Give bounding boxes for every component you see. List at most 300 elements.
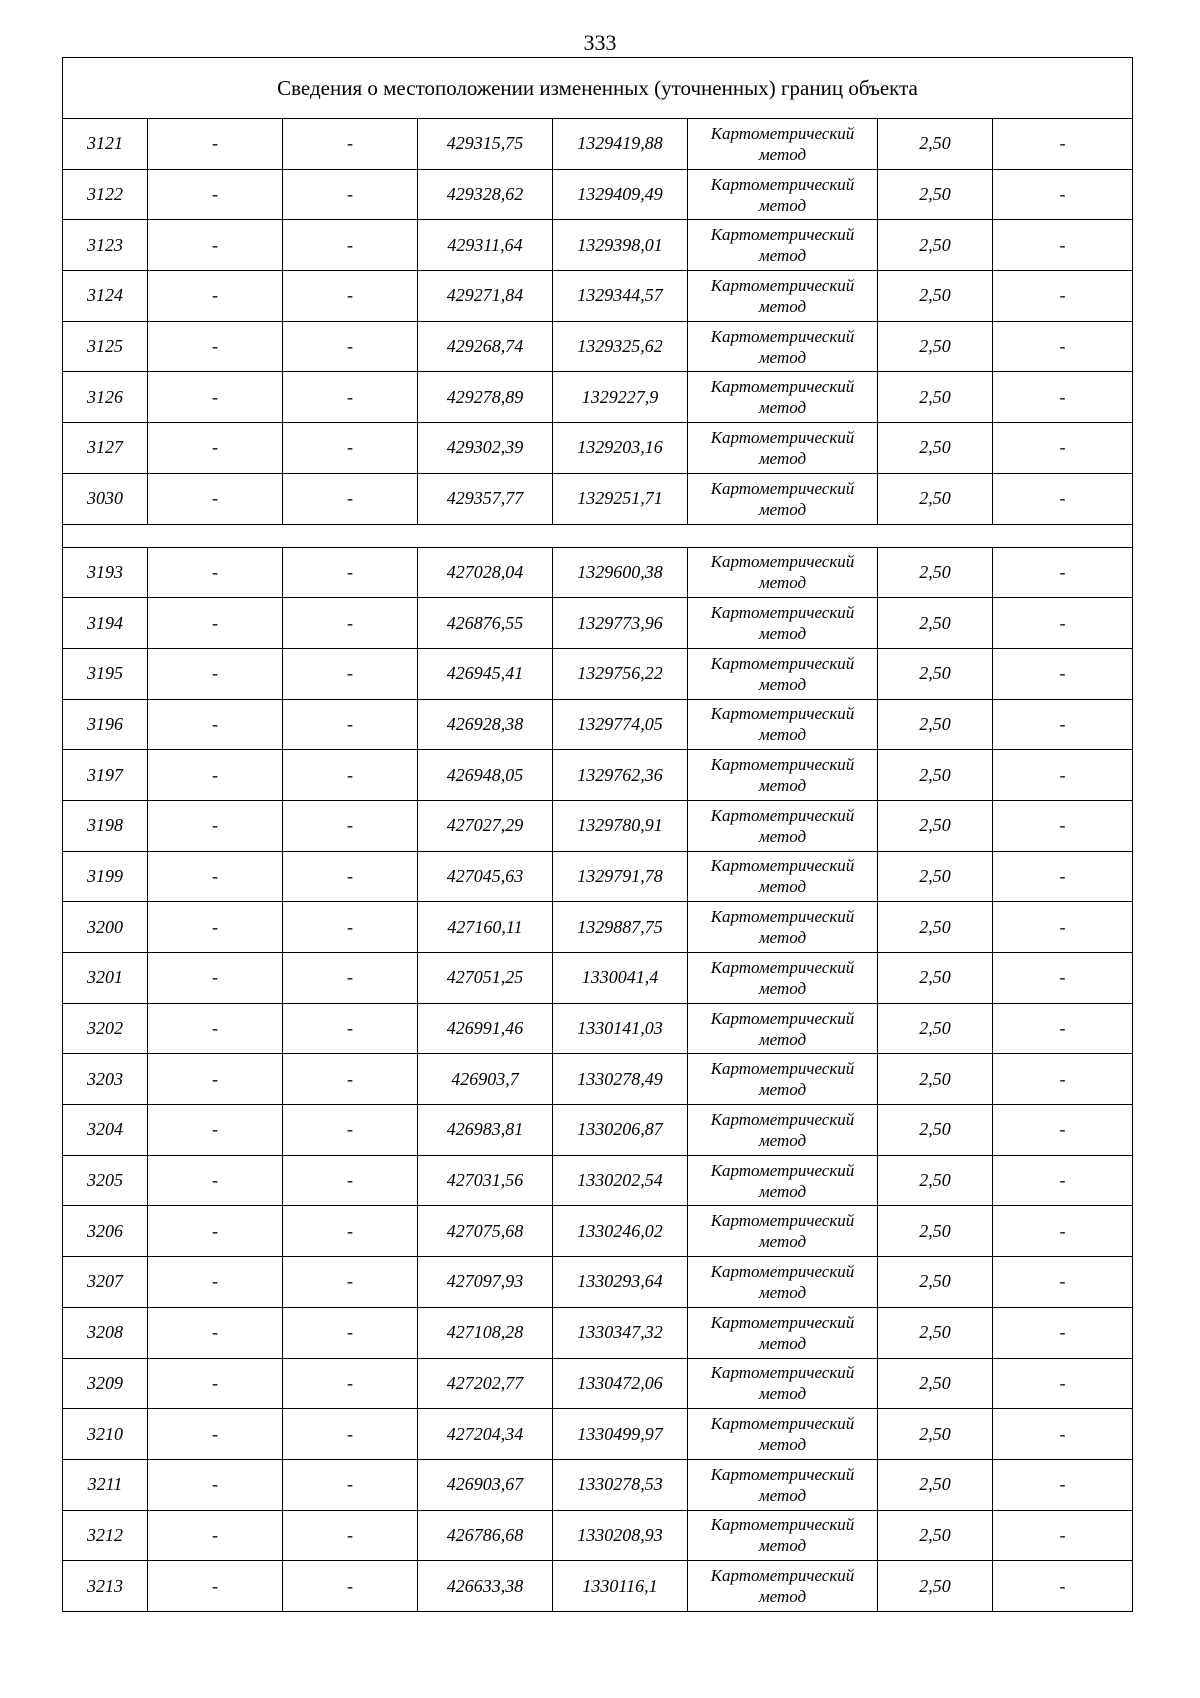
method-cell — [688, 1257, 878, 1308]
point-number-cell: 3198 — [63, 800, 148, 851]
column-2-cell: - — [148, 1054, 283, 1105]
table-row — [63, 271, 1133, 322]
column-3-cell: - — [283, 750, 418, 801]
column-2-cell: - — [148, 1358, 283, 1409]
accuracy-cell: 2,50 — [878, 699, 993, 750]
method-line-1: Картометрический — [710, 377, 855, 397]
point-number-cell: 3030 — [63, 473, 148, 524]
method-line-2: метод — [758, 1232, 807, 1252]
accuracy-cell: 2,50 — [878, 800, 993, 851]
accuracy-cell: 2,50 — [878, 423, 993, 474]
column-2-cell: - — [148, 1459, 283, 1510]
column-9-cell: - — [993, 1561, 1133, 1612]
method-line-1: Картометрический — [710, 174, 855, 194]
y-coordinate-cell: 1330278,53 — [553, 1459, 688, 1510]
column-3-cell: - — [283, 1510, 418, 1561]
method-line-2: метод — [758, 928, 807, 948]
accuracy-cell: 2,50 — [878, 1510, 993, 1561]
point-number-cell: 3201 — [63, 953, 148, 1004]
column-9-cell: - — [993, 1257, 1133, 1308]
column-9-cell: - — [993, 1054, 1133, 1105]
method-cell — [688, 1003, 878, 1054]
method-line-2: метод — [758, 195, 807, 215]
method-line-2: метод — [758, 624, 807, 644]
table-row — [63, 1459, 1133, 1510]
method-line-1: Картометрический — [710, 1160, 855, 1180]
method-cell — [688, 473, 878, 524]
table-row — [63, 547, 1133, 598]
table-title-row — [63, 58, 1133, 119]
method-line-2: метод — [758, 1587, 807, 1607]
method-line-1: Картометрический — [710, 326, 855, 346]
method-cell — [688, 699, 878, 750]
method-cell — [688, 1206, 878, 1257]
column-3-cell: - — [283, 271, 418, 322]
column-2-cell: - — [148, 547, 283, 598]
method-cell — [688, 1054, 878, 1105]
method-cell — [688, 800, 878, 851]
column-2-cell: - — [148, 953, 283, 1004]
method-cell — [688, 1561, 878, 1612]
method-line-1: Картометрический — [710, 1363, 855, 1383]
method-line-2: метод — [758, 1181, 807, 1201]
method-cell — [688, 372, 878, 423]
method-line-2: метод — [758, 978, 807, 998]
accuracy-cell: 2,50 — [878, 1561, 993, 1612]
y-coordinate-cell: 1330347,32 — [553, 1307, 688, 1358]
x-coordinate-cell: 427204,34 — [418, 1409, 553, 1460]
method-line-1: Картометрический — [710, 653, 855, 673]
column-2-cell: - — [148, 851, 283, 902]
column-3-cell: - — [283, 648, 418, 699]
column-9-cell: - — [993, 1003, 1133, 1054]
method-cell — [688, 271, 878, 322]
point-number-cell: 3205 — [63, 1155, 148, 1206]
column-9-cell: - — [993, 423, 1133, 474]
table-row — [63, 321, 1133, 372]
x-coordinate-cell: 426945,41 — [418, 648, 553, 699]
y-coordinate-cell: 1329227,9 — [553, 372, 688, 423]
boundary-coordinates-table — [62, 57, 1133, 1612]
x-coordinate-cell: 426903,7 — [418, 1054, 553, 1105]
method-line-2: метод — [758, 674, 807, 694]
column-3-cell: - — [283, 1358, 418, 1409]
column-9-cell: - — [993, 1155, 1133, 1206]
column-3-cell: - — [283, 1054, 418, 1105]
table-row — [63, 699, 1133, 750]
point-number-cell: 3125 — [63, 321, 148, 372]
column-3-cell: - — [283, 1105, 418, 1156]
accuracy-cell: 2,50 — [878, 1307, 993, 1358]
column-2-cell: - — [148, 473, 283, 524]
method-line-2: метод — [758, 1536, 807, 1556]
column-3-cell: - — [283, 423, 418, 474]
column-9-cell: - — [993, 648, 1133, 699]
accuracy-cell: 2,50 — [878, 473, 993, 524]
table-row — [63, 1358, 1133, 1409]
y-coordinate-cell: 1330202,54 — [553, 1155, 688, 1206]
table-row — [63, 1307, 1133, 1358]
point-number-cell: 3126 — [63, 372, 148, 423]
method-line-2: метод — [758, 296, 807, 316]
table-row — [63, 1155, 1133, 1206]
accuracy-cell: 2,50 — [878, 1105, 993, 1156]
column-3-cell: - — [283, 473, 418, 524]
column-3-cell: - — [283, 1459, 418, 1510]
point-number-cell: 3203 — [63, 1054, 148, 1105]
accuracy-cell: 2,50 — [878, 1358, 993, 1409]
x-coordinate-cell: 429268,74 — [418, 321, 553, 372]
table-row — [63, 372, 1133, 423]
column-2-cell: - — [148, 699, 283, 750]
column-9-cell: - — [993, 372, 1133, 423]
method-line-2: метод — [758, 1029, 807, 1049]
y-coordinate-cell: 1330246,02 — [553, 1206, 688, 1257]
x-coordinate-cell: 429278,89 — [418, 372, 553, 423]
accuracy-cell: 2,50 — [878, 321, 993, 372]
column-3-cell: - — [283, 902, 418, 953]
table-row — [63, 1561, 1133, 1612]
method-line-1: Картометрический — [710, 957, 855, 977]
method-line-2: метод — [758, 398, 807, 418]
accuracy-cell: 2,50 — [878, 1257, 993, 1308]
method-line-1: Картометрический — [710, 552, 855, 572]
column-2-cell: - — [148, 119, 283, 170]
table-row — [63, 220, 1133, 271]
method-line-2: метод — [758, 499, 807, 519]
page-number: 333 — [583, 30, 617, 55]
method-line-2: метод — [758, 246, 807, 266]
x-coordinate-cell: 426928,38 — [418, 699, 553, 750]
table-row — [63, 851, 1133, 902]
column-3-cell: - — [283, 547, 418, 598]
y-coordinate-cell: 1329325,62 — [553, 321, 688, 372]
column-3-cell: - — [283, 699, 418, 750]
table-body — [63, 58, 1133, 1612]
column-3-cell: - — [283, 119, 418, 170]
column-2-cell: - — [148, 1003, 283, 1054]
accuracy-cell: 2,50 — [878, 169, 993, 220]
accuracy-cell: 2,50 — [878, 1155, 993, 1206]
method-cell — [688, 423, 878, 474]
x-coordinate-cell: 426991,46 — [418, 1003, 553, 1054]
method-cell — [688, 1409, 878, 1460]
method-line-1: Картометрический — [710, 1414, 855, 1434]
column-2-cell: - — [148, 169, 283, 220]
column-2-cell: - — [148, 372, 283, 423]
group-separator-cell — [63, 524, 1133, 547]
method-cell — [688, 119, 878, 170]
column-2-cell: - — [148, 648, 283, 699]
y-coordinate-cell: 1329780,91 — [553, 800, 688, 851]
x-coordinate-cell: 429271,84 — [418, 271, 553, 322]
method-line-2: метод — [758, 1485, 807, 1505]
column-3-cell: - — [283, 169, 418, 220]
method-line-2: метод — [758, 347, 807, 367]
table-row — [63, 169, 1133, 220]
table-title: Сведения о местоположении измененных (уточненных) границ объекта — [63, 58, 1133, 119]
x-coordinate-cell: 427202,77 — [418, 1358, 553, 1409]
method-line-1: Картометрический — [710, 856, 855, 876]
x-coordinate-cell: 426786,68 — [418, 1510, 553, 1561]
x-coordinate-cell: 429315,75 — [418, 119, 553, 170]
y-coordinate-cell: 1329773,96 — [553, 598, 688, 649]
accuracy-cell: 2,50 — [878, 1054, 993, 1105]
method-line-1: Картометрический — [710, 275, 855, 295]
method-line-1: Картометрический — [710, 1566, 855, 1586]
column-3-cell: - — [283, 1257, 418, 1308]
y-coordinate-cell: 1329762,36 — [553, 750, 688, 801]
method-line-1: Картометрический — [710, 1211, 855, 1231]
x-coordinate-cell: 426903,67 — [418, 1459, 553, 1510]
method-cell — [688, 1155, 878, 1206]
method-cell — [688, 321, 878, 372]
x-coordinate-cell: 427097,93 — [418, 1257, 553, 1308]
column-3-cell: - — [283, 953, 418, 1004]
column-2-cell: - — [148, 220, 283, 271]
point-number-cell: 3211 — [63, 1459, 148, 1510]
method-line-1: Картометрический — [710, 123, 855, 143]
method-line-1: Картометрический — [710, 1109, 855, 1129]
y-coordinate-cell: 1330206,87 — [553, 1105, 688, 1156]
method-cell — [688, 598, 878, 649]
column-2-cell: - — [148, 1257, 283, 1308]
y-coordinate-cell: 1329251,71 — [553, 473, 688, 524]
table-row — [63, 1206, 1133, 1257]
accuracy-cell: 2,50 — [878, 851, 993, 902]
method-line-1: Картометрический — [710, 805, 855, 825]
column-3-cell: - — [283, 1155, 418, 1206]
column-9-cell: - — [993, 902, 1133, 953]
table-row — [63, 598, 1133, 649]
method-line-2: метод — [758, 776, 807, 796]
x-coordinate-cell: 427160,11 — [418, 902, 553, 953]
y-coordinate-cell: 1329887,75 — [553, 902, 688, 953]
x-coordinate-cell: 427051,25 — [418, 953, 553, 1004]
column-2-cell: - — [148, 1510, 283, 1561]
column-9-cell: - — [993, 1409, 1133, 1460]
x-coordinate-cell: 427031,56 — [418, 1155, 553, 1206]
y-coordinate-cell: 1329791,78 — [553, 851, 688, 902]
table-row — [63, 953, 1133, 1004]
method-cell — [688, 648, 878, 699]
y-coordinate-cell: 1329409,49 — [553, 169, 688, 220]
method-line-2: метод — [758, 573, 807, 593]
column-2-cell: - — [148, 902, 283, 953]
y-coordinate-cell: 1329203,16 — [553, 423, 688, 474]
method-line-1: Картометрический — [710, 427, 855, 447]
point-number-cell: 3199 — [63, 851, 148, 902]
column-2-cell: - — [148, 750, 283, 801]
table-row — [63, 119, 1133, 170]
accuracy-cell: 2,50 — [878, 1459, 993, 1510]
point-number-cell: 3123 — [63, 220, 148, 271]
table-row — [63, 648, 1133, 699]
y-coordinate-cell: 1329774,05 — [553, 699, 688, 750]
y-coordinate-cell: 1330499,97 — [553, 1409, 688, 1460]
accuracy-cell: 2,50 — [878, 271, 993, 322]
column-2-cell: - — [148, 321, 283, 372]
column-9-cell: - — [993, 750, 1133, 801]
x-coordinate-cell: 427027,29 — [418, 800, 553, 851]
column-3-cell: - — [283, 321, 418, 372]
column-9-cell: - — [993, 1307, 1133, 1358]
column-9-cell: - — [993, 321, 1133, 372]
point-number-cell: 3124 — [63, 271, 148, 322]
column-3-cell: - — [283, 598, 418, 649]
method-line-1: Картометрический — [710, 1312, 855, 1332]
group-separator-row — [63, 524, 1133, 547]
y-coordinate-cell: 1329756,22 — [553, 648, 688, 699]
column-9-cell: - — [993, 220, 1133, 271]
column-9-cell: - — [993, 598, 1133, 649]
y-coordinate-cell: 1329398,01 — [553, 220, 688, 271]
method-cell — [688, 750, 878, 801]
point-number-cell: 3202 — [63, 1003, 148, 1054]
point-number-cell: 3204 — [63, 1105, 148, 1156]
point-number-cell: 3206 — [63, 1206, 148, 1257]
y-coordinate-cell: 1330041,4 — [553, 953, 688, 1004]
x-coordinate-cell: 426948,05 — [418, 750, 553, 801]
y-coordinate-cell: 1330472,06 — [553, 1358, 688, 1409]
column-9-cell: - — [993, 1206, 1133, 1257]
method-line-1: Картометрический — [710, 704, 855, 724]
accuracy-cell: 2,50 — [878, 953, 993, 1004]
point-number-cell: 3209 — [63, 1358, 148, 1409]
x-coordinate-cell: 429311,64 — [418, 220, 553, 271]
column-9-cell: - — [993, 800, 1133, 851]
column-9-cell: - — [993, 119, 1133, 170]
accuracy-cell: 2,50 — [878, 372, 993, 423]
column-2-cell: - — [148, 1155, 283, 1206]
method-line-2: метод — [758, 1384, 807, 1404]
table-row — [63, 1054, 1133, 1105]
method-line-2: метод — [758, 144, 807, 164]
column-3-cell: - — [283, 1003, 418, 1054]
method-line-1: Картометрический — [710, 1261, 855, 1281]
method-cell — [688, 547, 878, 598]
y-coordinate-cell: 1330141,03 — [553, 1003, 688, 1054]
y-coordinate-cell: 1329600,38 — [553, 547, 688, 598]
table-row — [63, 902, 1133, 953]
column-9-cell: - — [993, 1510, 1133, 1561]
method-line-1: Картометрический — [710, 603, 855, 623]
column-9-cell: - — [993, 699, 1133, 750]
y-coordinate-cell: 1329344,57 — [553, 271, 688, 322]
accuracy-cell: 2,50 — [878, 598, 993, 649]
point-number-cell: 3200 — [63, 902, 148, 953]
table-row — [63, 1257, 1133, 1308]
column-9-cell: - — [993, 169, 1133, 220]
method-cell — [688, 1105, 878, 1156]
point-number-cell: 3212 — [63, 1510, 148, 1561]
table-row — [63, 473, 1133, 524]
accuracy-cell: 2,50 — [878, 902, 993, 953]
method-line-2: метод — [758, 826, 807, 846]
point-number-cell: 3193 — [63, 547, 148, 598]
x-coordinate-cell: 427075,68 — [418, 1206, 553, 1257]
point-number-cell: 3127 — [63, 423, 148, 474]
x-coordinate-cell: 426633,38 — [418, 1561, 553, 1612]
method-line-1: Картометрический — [710, 1059, 855, 1079]
column-2-cell: - — [148, 800, 283, 851]
column-2-cell: - — [148, 271, 283, 322]
table-row — [63, 423, 1133, 474]
method-line-2: метод — [758, 1333, 807, 1353]
method-line-2: метод — [758, 1080, 807, 1100]
x-coordinate-cell: 429302,39 — [418, 423, 553, 474]
column-3-cell: - — [283, 372, 418, 423]
method-cell — [688, 1307, 878, 1358]
method-line-1: Картометрический — [710, 755, 855, 775]
x-coordinate-cell: 427108,28 — [418, 1307, 553, 1358]
method-line-1: Картометрический — [710, 1008, 855, 1028]
method-line-1: Картометрический — [710, 225, 855, 245]
column-3-cell: - — [283, 220, 418, 271]
column-2-cell: - — [148, 598, 283, 649]
table-row — [63, 1510, 1133, 1561]
method-line-2: метод — [758, 1435, 807, 1455]
column-9-cell: - — [993, 1459, 1133, 1510]
accuracy-cell: 2,50 — [878, 750, 993, 801]
y-coordinate-cell: 1330278,49 — [553, 1054, 688, 1105]
method-line-1: Картометрический — [710, 478, 855, 498]
column-2-cell: - — [148, 1307, 283, 1358]
method-cell — [688, 1459, 878, 1510]
method-cell — [688, 220, 878, 271]
accuracy-cell: 2,50 — [878, 547, 993, 598]
point-number-cell: 3194 — [63, 598, 148, 649]
point-number-cell: 3213 — [63, 1561, 148, 1612]
table-row — [63, 1003, 1133, 1054]
method-cell — [688, 169, 878, 220]
y-coordinate-cell: 1330116,1 — [553, 1561, 688, 1612]
method-line-2: метод — [758, 1130, 807, 1150]
method-line-2: метод — [758, 877, 807, 897]
method-cell — [688, 902, 878, 953]
column-3-cell: - — [283, 800, 418, 851]
column-2-cell: - — [148, 1561, 283, 1612]
accuracy-cell: 2,50 — [878, 1003, 993, 1054]
column-2-cell: - — [148, 1105, 283, 1156]
method-line-1: Картометрический — [710, 907, 855, 927]
column-3-cell: - — [283, 851, 418, 902]
method-line-1: Картометрический — [710, 1515, 855, 1535]
x-coordinate-cell: 427028,04 — [418, 547, 553, 598]
x-coordinate-cell: 429328,62 — [418, 169, 553, 220]
column-3-cell: - — [283, 1561, 418, 1612]
x-coordinate-cell: 426983,81 — [418, 1105, 553, 1156]
method-line-2: метод — [758, 725, 807, 745]
column-9-cell: - — [993, 271, 1133, 322]
column-3-cell: - — [283, 1206, 418, 1257]
point-number-cell: 3197 — [63, 750, 148, 801]
method-cell — [688, 953, 878, 1004]
accuracy-cell: 2,50 — [878, 1409, 993, 1460]
column-3-cell: - — [283, 1409, 418, 1460]
x-coordinate-cell: 426876,55 — [418, 598, 553, 649]
method-cell — [688, 1510, 878, 1561]
column-9-cell: - — [993, 1105, 1133, 1156]
y-coordinate-cell: 1330208,93 — [553, 1510, 688, 1561]
column-9-cell: - — [993, 473, 1133, 524]
method-line-1: Картометрический — [710, 1464, 855, 1484]
column-2-cell: - — [148, 1409, 283, 1460]
point-number-cell: 3195 — [63, 648, 148, 699]
column-9-cell: - — [993, 547, 1133, 598]
table-row — [63, 750, 1133, 801]
column-9-cell: - — [993, 953, 1133, 1004]
